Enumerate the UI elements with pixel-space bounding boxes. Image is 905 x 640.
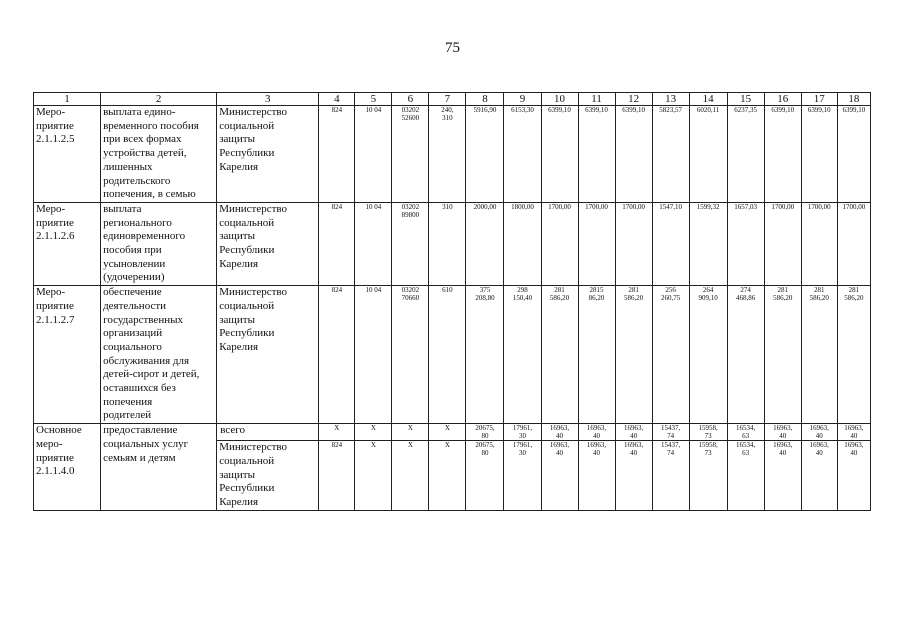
cell-line: родителей	[103, 409, 152, 422]
value-cell	[355, 106, 392, 203]
cell-line: Республики	[219, 327, 275, 340]
cell-line: 74	[667, 449, 675, 458]
cell-line: Карелия	[219, 160, 259, 173]
cell-line: 40	[815, 432, 823, 441]
event-code-cell	[34, 424, 101, 511]
cell-line: 150,40	[512, 294, 533, 303]
value-cell	[764, 424, 801, 441]
event-description-cell	[101, 202, 217, 285]
cell-line: 89800	[401, 210, 420, 219]
cell-line: 264	[702, 286, 714, 295]
cell-line: 281	[813, 286, 825, 295]
value-cell	[689, 106, 727, 203]
cell-line: выплата едино-	[103, 106, 176, 118]
cell-line: 16534,	[736, 424, 756, 433]
value-cell	[727, 202, 764, 285]
value-cell	[355, 202, 392, 285]
cell-line: государственных	[103, 313, 183, 326]
cell-line: 1800,00	[511, 202, 534, 211]
cell-line: 1700,00	[622, 202, 645, 211]
event-description-cell	[101, 286, 217, 424]
column-header: 10	[541, 93, 578, 106]
cell-line: 40	[779, 449, 787, 458]
value-cell	[578, 441, 615, 511]
cell-line: семьям и детям	[103, 451, 176, 464]
column-header: 2	[101, 93, 217, 106]
cell-line: предоставление	[103, 424, 178, 437]
cell-line: 10 04	[365, 106, 382, 114]
cell-line: Карелия	[219, 340, 259, 353]
value-cell	[764, 441, 801, 511]
value-cell	[652, 441, 689, 511]
cell-line: усыновлении	[103, 257, 166, 270]
executor-cell	[217, 106, 319, 203]
cell-line: 16963,	[586, 424, 607, 433]
cell-line: 586,20	[623, 294, 644, 303]
value-cell	[392, 286, 429, 424]
column-header: 16	[764, 93, 801, 106]
cell-line: 5823,57	[659, 106, 682, 114]
cell-line: 40	[815, 449, 823, 458]
cell-line: X	[334, 424, 340, 433]
cell-line: X	[407, 424, 413, 433]
cell-line: X	[444, 441, 450, 450]
cell-line: 586,20	[549, 294, 570, 303]
value-cell	[837, 202, 870, 285]
cell-line: 30	[518, 432, 526, 441]
column-header: 1	[34, 93, 101, 106]
cell-line: 10 04	[365, 286, 382, 295]
cell-line: 16534,	[736, 441, 756, 450]
cell-line: 586,20	[773, 294, 793, 303]
cell-line: 274	[740, 286, 751, 295]
cell-line: 6399,10	[585, 106, 608, 114]
cell-line: X	[370, 424, 376, 433]
value-cell	[837, 441, 870, 511]
column-header: 8	[466, 93, 504, 106]
cell-line: 20675,	[475, 424, 495, 433]
cell-line: 310	[442, 202, 453, 211]
value-cell	[727, 441, 764, 511]
value-cell	[429, 286, 466, 424]
value-cell	[466, 424, 504, 441]
cell-line: Меро-	[36, 202, 66, 215]
cell-line: 909,10	[698, 294, 718, 303]
cell-line: 86,20	[588, 294, 605, 303]
value-cell	[466, 286, 504, 424]
cell-line: организаций	[103, 327, 163, 340]
value-cell	[392, 441, 429, 511]
cell-line: лишенных	[103, 160, 153, 173]
value-cell	[801, 424, 837, 441]
value-cell	[319, 424, 355, 441]
cell-line: 40	[593, 432, 601, 441]
value-cell	[801, 106, 837, 203]
cell-line: 586,20	[844, 294, 864, 303]
cell-line: 2.1.1.2.7	[36, 313, 75, 326]
value-cell	[652, 202, 689, 285]
cell-line: 03202	[401, 202, 420, 211]
cell-line: 1700,00	[842, 202, 866, 211]
cell-line: регионального	[103, 216, 172, 229]
cell-line: 6153,30	[511, 106, 534, 114]
value-cell	[429, 202, 466, 285]
cell-line: 586,20	[809, 294, 829, 303]
value-cell	[466, 441, 504, 511]
cell-line: 6399,10	[548, 106, 571, 114]
cell-line: 375	[479, 286, 491, 295]
value-cell	[652, 106, 689, 203]
cell-line: 240,	[441, 106, 454, 114]
cell-line: 2000,00	[473, 202, 497, 211]
cell-line: X	[444, 424, 450, 433]
cell-line: Республики	[219, 147, 275, 160]
cell-line: X	[370, 441, 376, 450]
cell-line: социальных услуг	[103, 437, 189, 450]
cell-line: 16963,	[549, 441, 570, 450]
cell-line: (удочерении)	[103, 271, 165, 284]
table-row	[34, 106, 871, 203]
event-code-cell	[34, 286, 101, 424]
value-cell	[466, 106, 504, 203]
value-cell	[837, 424, 870, 441]
cell-line: пособия при	[103, 244, 162, 257]
column-header: 4	[319, 93, 355, 106]
cell-line: 1657,03	[734, 202, 758, 211]
value-cell	[319, 441, 355, 511]
value-cell	[727, 424, 764, 441]
cell-line: 74	[667, 432, 675, 441]
column-header: 17	[801, 93, 837, 106]
cell-line: 16963,	[623, 424, 644, 433]
cell-line: Министерство	[219, 202, 288, 215]
cell-line: 6399,10	[622, 106, 645, 114]
cell-line: 281	[848, 286, 860, 295]
cell-line: 2.1.1.2.5	[36, 133, 75, 146]
executor-cell	[217, 202, 319, 285]
cell-line: 17961,	[512, 424, 533, 433]
cell-line: Меро-	[36, 286, 66, 299]
cell-line: социальной	[219, 119, 275, 132]
cell-line: 15958,	[698, 441, 718, 450]
value-cell	[392, 424, 429, 441]
cell-line: 5916,90	[473, 106, 497, 114]
value-cell	[578, 286, 615, 424]
column-header: 9	[504, 93, 541, 106]
value-cell	[689, 286, 727, 424]
cell-line: 17961,	[512, 441, 533, 450]
cell-line: приятие	[36, 451, 74, 464]
cell-line: 1700,00	[807, 202, 831, 211]
event-description-cell	[101, 106, 217, 203]
cell-line: 40	[850, 449, 858, 458]
cell-line: социального	[103, 340, 162, 353]
value-cell	[578, 424, 615, 441]
value-cell	[689, 202, 727, 285]
cell-line: X	[407, 441, 413, 450]
value-cell	[615, 424, 652, 441]
cell-line: 6399,10	[771, 106, 795, 114]
value-cell	[801, 286, 837, 424]
cell-line: 15437,	[660, 441, 681, 450]
cell-line: 824	[331, 441, 343, 450]
value-cell	[652, 424, 689, 441]
column-header: 15	[727, 93, 764, 106]
cell-line: 824	[331, 286, 343, 295]
cell-line: 03202	[401, 286, 420, 295]
event-code-cell	[34, 202, 101, 285]
cell-line: 1700,00	[771, 202, 795, 211]
cell-line: 2.1.1.4.0	[36, 465, 75, 478]
cell-line: родительского	[103, 174, 171, 187]
cell-line: Карелия	[219, 495, 259, 508]
value-cell	[615, 202, 652, 285]
cell-line: 298	[517, 286, 528, 295]
cell-line: Меро-	[36, 106, 66, 118]
value-cell	[541, 424, 578, 441]
cell-line: Министерство	[219, 106, 288, 118]
cell-line: 281	[554, 286, 565, 295]
cell-line: при всех формах	[103, 133, 182, 146]
cell-line: 16963,	[809, 424, 829, 433]
cell-line: 260,75	[660, 294, 681, 303]
cell-line: меро-	[36, 437, 63, 450]
cell-line: 40	[556, 449, 564, 458]
value-cell	[615, 106, 652, 203]
value-cell	[355, 286, 392, 424]
column-header: 3	[217, 93, 319, 106]
value-cell	[504, 286, 541, 424]
program-table	[33, 92, 871, 511]
cell-line: 2.1.1.2.6	[36, 230, 75, 243]
cell-line: 1599,32	[696, 202, 720, 211]
cell-line: 16963,	[844, 424, 864, 433]
column-header: 6	[392, 93, 429, 106]
table-row	[34, 424, 871, 441]
cell-line: Республики	[219, 244, 275, 257]
cell-line: 30	[518, 449, 526, 458]
cell-line: 6237,35	[734, 106, 758, 114]
cell-line: 73	[704, 449, 712, 458]
column-header: 5	[355, 93, 392, 106]
value-cell	[355, 424, 392, 441]
cell-line: деятельности	[103, 299, 167, 312]
cell-line: Карелия	[219, 257, 259, 270]
value-cell	[652, 286, 689, 424]
value-cell	[429, 441, 466, 511]
cell-line: 6020,11	[696, 106, 720, 114]
cell-line: социальной	[219, 454, 275, 467]
cell-line: 15958,	[698, 424, 718, 433]
cell-line: 73	[704, 432, 712, 441]
value-cell	[689, 441, 727, 511]
cell-line: 63	[742, 432, 750, 441]
value-cell	[801, 202, 837, 285]
value-cell	[801, 441, 837, 511]
value-cell	[392, 106, 429, 203]
value-cell	[429, 424, 466, 441]
value-cell	[615, 286, 652, 424]
cell-line: 40	[556, 432, 564, 441]
cell-line: 10 04	[365, 202, 382, 211]
cell-line: 40	[850, 432, 858, 441]
cell-line: Министерство	[219, 286, 288, 299]
cell-line: Основное	[36, 424, 82, 437]
cell-line: 824	[331, 106, 343, 114]
value-cell	[429, 106, 466, 203]
column-header: 12	[615, 93, 652, 106]
value-cell	[764, 106, 801, 203]
executor-cell	[217, 286, 319, 424]
cell-line: 16963,	[586, 441, 607, 450]
cell-line: 1700,00	[548, 202, 571, 211]
value-cell	[541, 286, 578, 424]
value-cell	[504, 106, 541, 203]
cell-line: 40	[630, 449, 638, 458]
executor-cell	[217, 441, 319, 511]
value-cell	[466, 202, 504, 285]
cell-line: 6399,10	[807, 106, 831, 114]
cell-line: 16963,	[773, 424, 793, 433]
cell-line: 52600	[401, 114, 420, 122]
cell-line: 1700,00	[585, 202, 608, 211]
cell-line: социальной	[219, 299, 275, 312]
cell-line: 208,80	[475, 294, 495, 303]
cell-line: 70660	[401, 294, 420, 303]
cell-line: устройства детей,	[103, 147, 187, 160]
cell-line: всего	[220, 424, 245, 437]
cell-line: 16963,	[773, 441, 793, 450]
value-cell	[837, 286, 870, 424]
cell-line: 281	[628, 286, 639, 295]
page-number: 75	[445, 40, 460, 56]
cell-line: 256	[665, 286, 676, 295]
cell-line: Республики	[219, 482, 275, 495]
value-cell	[355, 441, 392, 511]
cell-line: 15437,	[660, 424, 681, 433]
cell-line: защиты	[219, 230, 255, 243]
cell-line: выплата	[103, 202, 142, 215]
cell-line: 80	[481, 432, 489, 441]
value-cell	[541, 106, 578, 203]
value-cell	[392, 202, 429, 285]
value-cell	[578, 106, 615, 203]
cell-line: 468,86	[736, 294, 756, 303]
cell-line: 20675,	[475, 441, 495, 450]
cell-line: 2815	[589, 286, 604, 295]
value-cell	[727, 106, 764, 203]
cell-line: 16963,	[549, 424, 570, 433]
value-cell	[615, 441, 652, 511]
column-header: 13	[652, 93, 689, 106]
value-cell	[541, 441, 578, 511]
column-header: 11	[578, 93, 615, 106]
column-header: 7	[429, 93, 466, 106]
cell-line: обеспечение	[103, 286, 162, 299]
cell-line: оставшихся без	[103, 382, 176, 395]
cell-line: приятие	[36, 216, 74, 229]
value-cell	[504, 441, 541, 511]
cell-line: 80	[481, 449, 489, 458]
event-description-cell	[101, 424, 217, 511]
value-cell	[764, 202, 801, 285]
cell-line: 40	[630, 432, 638, 441]
executor-cell	[217, 424, 319, 441]
cell-line: Министерство	[219, 441, 288, 454]
value-cell	[319, 106, 355, 203]
cell-line: обслуживания для	[103, 354, 190, 367]
cell-line: 824	[331, 202, 343, 211]
cell-line: 40	[779, 432, 787, 441]
table-row	[34, 202, 871, 285]
cell-line: приятие	[36, 119, 74, 132]
cell-line: 40	[593, 449, 601, 458]
column-header: 14	[689, 93, 727, 106]
cell-line: приятие	[36, 299, 74, 312]
value-cell	[764, 286, 801, 424]
cell-line: 16963,	[623, 441, 644, 450]
cell-line: временного пособия	[103, 119, 199, 132]
cell-line: попечения, в семью	[103, 188, 196, 201]
value-cell	[727, 286, 764, 424]
column-header: 18	[837, 93, 870, 106]
cell-line: защиты	[219, 468, 255, 481]
cell-line: 16963,	[809, 441, 829, 450]
cell-line: 03202	[401, 106, 420, 114]
cell-line: попечения	[103, 395, 153, 408]
value-cell	[689, 424, 727, 441]
cell-line: 610	[442, 286, 453, 295]
cell-line: 281	[777, 286, 788, 295]
cell-line: 6399,10	[842, 106, 866, 114]
value-cell	[504, 202, 541, 285]
cell-line: 16963,	[844, 441, 864, 450]
event-code-cell	[34, 106, 101, 203]
value-cell	[319, 286, 355, 424]
cell-line: защиты	[219, 133, 255, 146]
cell-line: детей-сирот и детей,	[103, 368, 200, 381]
cell-line: единовременного	[103, 230, 186, 243]
cell-line: защиты	[219, 313, 255, 326]
header-row	[34, 93, 871, 106]
cell-line: 63	[742, 449, 750, 458]
cell-line: социальной	[219, 216, 275, 229]
table-row	[34, 286, 871, 424]
value-cell	[578, 202, 615, 285]
value-cell	[319, 202, 355, 285]
cell-line: 310	[442, 114, 453, 122]
value-cell	[541, 202, 578, 285]
value-cell	[504, 424, 541, 441]
value-cell	[837, 106, 870, 203]
cell-line: 1547,10	[659, 202, 682, 211]
